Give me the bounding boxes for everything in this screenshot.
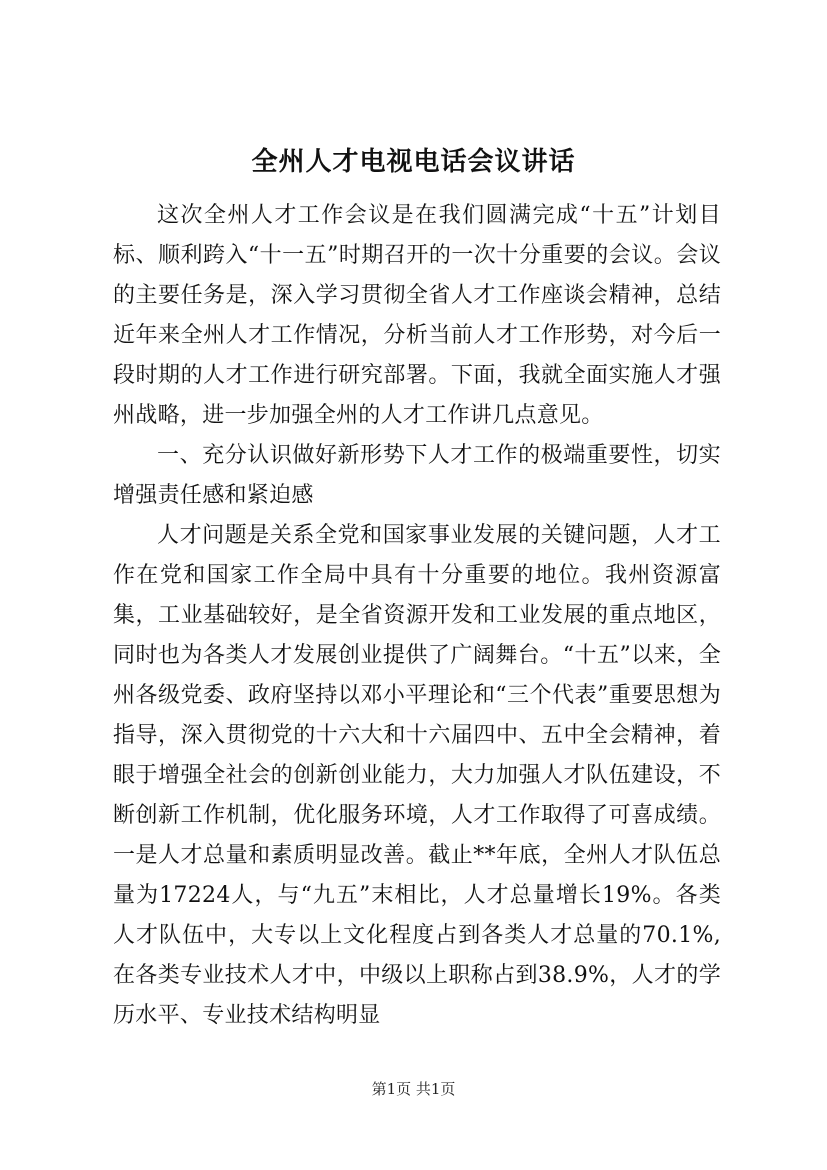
- document-title: 全州人才电视电话会议讲话: [251, 147, 576, 177]
- page-footer: 第1页 共1页: [371, 1080, 456, 1098]
- paragraph-intro: 这次全州人才工作会议是在我们圆满完成“十五”计划目标、顺利跨入“十一五”时期召开的一次十分重要的会议。会议的主要任务是，深入学习贯彻全省人才工作座谈会精神，总结近年来全州人才工作情况，分析当前人才工作形势，对今后一段时期的人才工作进行研究部署。下面，我就全面实施人才强州战略，进一步加强全州的人才工作讲几点意见。: [113, 203, 721, 428]
- document-body: [113, 196, 721, 1036]
- paragraph-talent-importance: 人才问题是关系全党和国家事业发展的关键问题，人才工作在党和国家工作全局中具有十分重要的地位。我州资源富集，工业基础较好，是全省资源开发和工业发展的重点地区，同时也为各类人才发展创业提供了广阔舞台。“十五”以来，全州各级党委、政府坚持以邓小平理论和“三个代表”重要思想为指导，深入贯彻党的十六大和十六届四中、五中全会精神，着眼于增强全社会的创新创业能力，大力加强人才队伍建设，不断创新工作机制，优化服务环境，人才工作取得了可喜成绩。一是人才总量和素质明显改善。截止**年底，全州人才队伍总量为17224人，与“九五”末相比，人才总量增长19%。各类人才队伍中，大专以上文化程度占到各类人才总量的70.1%,在各类专业技术人才中，中级以上职称占到38.9%，人才的学历水平、专业技术结构明显: [113, 523, 721, 1028]
- paragraph-section-heading: 一、充分认识做好新形势下人才工作的极端重要性，切实增强责任感和紧迫感: [113, 443, 721, 508]
